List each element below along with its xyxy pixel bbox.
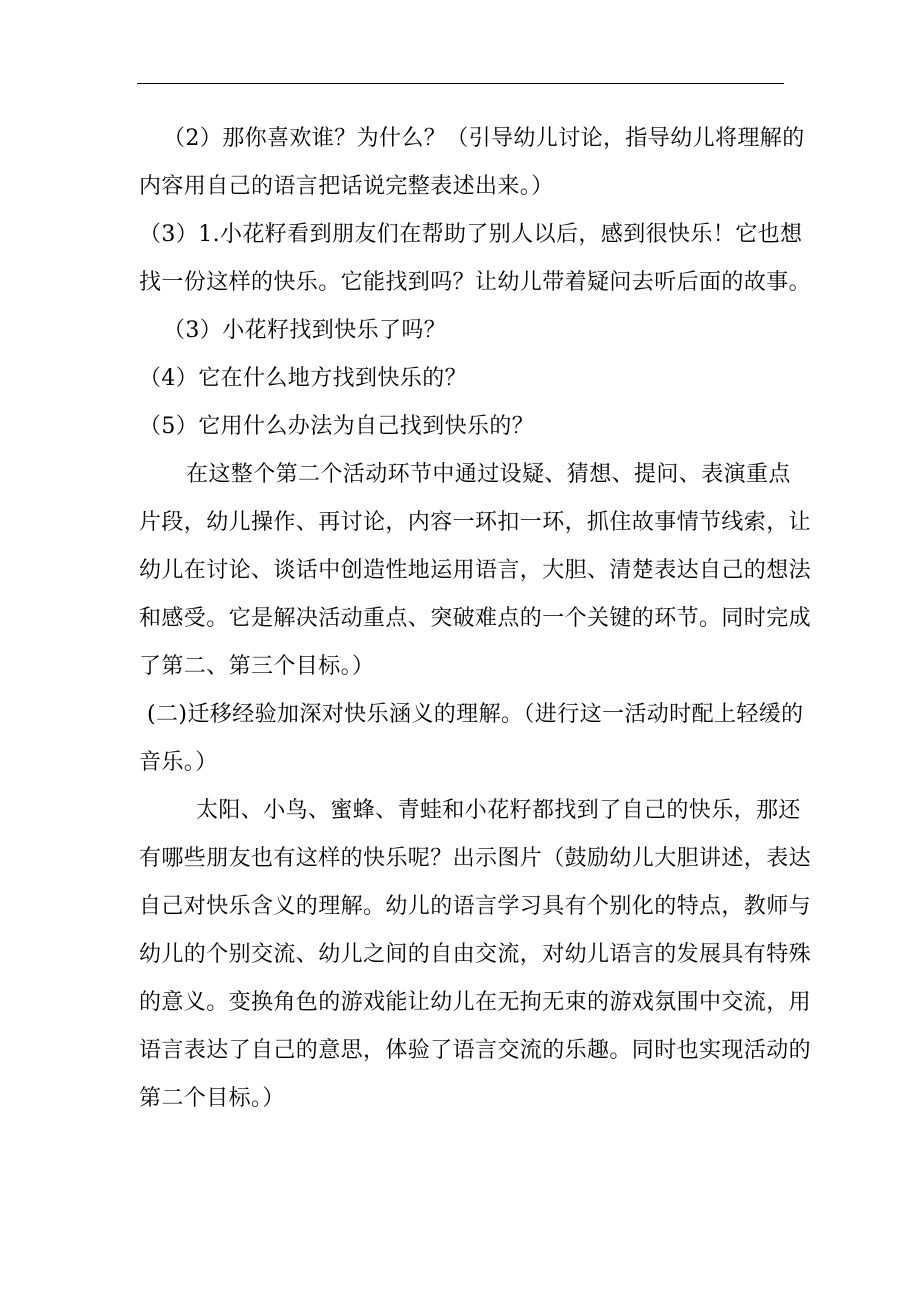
text-line: （4）它在什么地方找到快乐的？ xyxy=(139,366,467,391)
text-line: （2）那你喜欢谁？为什么？（引导幼儿讨论，指导幼儿将理解的 xyxy=(163,126,805,151)
text-line: 了第二、第三个目标。） xyxy=(139,654,375,679)
text-line: 太阳、小鸟、蜜蜂、青蛙和小花籽都找到了自己的快乐，那还 xyxy=(196,798,801,823)
text-line: （5）它用什么办法为自己找到快乐的？ xyxy=(139,414,535,439)
text-line: 音乐。） xyxy=(139,750,218,775)
text-line: 内容用自己的语言把话说完整表述出来。） xyxy=(139,174,554,199)
text-line: 幼儿的个别交流、幼儿之间的自由交流，对幼儿语言的发展具有特殊 xyxy=(139,942,812,967)
text-line: （3）小花籽找到快乐了吗？ xyxy=(163,318,447,343)
text-line: 和感受。它是解决活动重点、突破难点的一个关键的环节。同时完成 xyxy=(139,606,812,631)
text-line: 自己对快乐含义的理解。幼儿的语言学习具有个别化的特点，教师与 xyxy=(139,894,812,919)
text-line: 找一份这样的快乐。它能找到吗？让幼儿带着疑问去听后面的故事。 xyxy=(139,270,812,295)
text-line: 幼儿在讨论、谈话中创造性地运用语言，大胆、清楚表达自己的想法 xyxy=(139,558,812,583)
text-line: 片段，幼儿操作、再讨论，内容一环扣一环，抓住故事情节线索，让 xyxy=(139,510,812,535)
text-line: 有哪些朋友也有这样的快乐呢？出示图片（鼓励幼儿大胆讲述，表达 xyxy=(139,846,812,871)
text-line: 的意义。变换角色的游戏能让幼儿在无拘无束的游戏氛围中交流，用 xyxy=(139,990,812,1015)
text-line: 语言表达了自己的意思，体验了语言交流的乐趣。同时也实现活动的 xyxy=(139,1038,812,1063)
text-line: 第二个目标。） xyxy=(139,1086,285,1111)
text-line: 在这整个第二个活动环节中通过设疑、猜想、提问、表演重点 xyxy=(186,462,791,487)
header-rule xyxy=(137,83,784,84)
text-line: (二)迁移经验加深对快乐涵义的理解。（进行这一活动时配上轻缓的 xyxy=(147,702,804,727)
text-line: （3）1.小花籽看到朋友们在帮助了别人以后，感到很快乐！它也想 xyxy=(139,222,803,247)
